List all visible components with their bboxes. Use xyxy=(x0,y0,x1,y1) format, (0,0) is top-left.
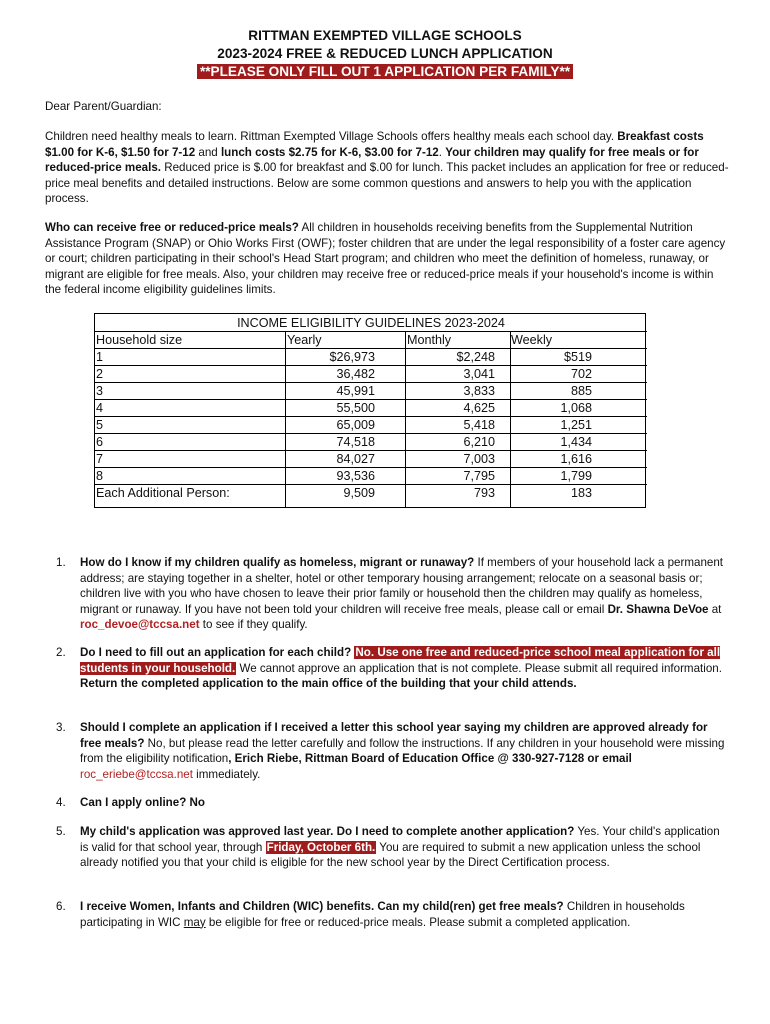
monthly-cell: 7,795 xyxy=(463,469,495,483)
yearly-cell: 93,536 xyxy=(336,469,375,483)
yearly-cell: 45,991 xyxy=(336,384,375,398)
faq-question: I receive Women, Infants and Children (WIC) benefits. Can my child(ren) get free meals? xyxy=(80,900,564,913)
monthly-cell: $2,248 xyxy=(456,350,495,364)
devoe-email-link[interactable]: roc_devoe@tccsa.net xyxy=(80,618,200,631)
faq-answer-end: You are required to submit a new application unless the school already notified you that your child is eligible for the new school year by the Direct Certification process. xyxy=(80,840,701,869)
yearly-cell: 74,518 xyxy=(336,435,375,449)
household-size-cell: Each Additional Person: xyxy=(96,486,230,500)
table-row xyxy=(95,451,647,468)
header-household-size: Household size xyxy=(96,333,183,347)
intro-text-3: . xyxy=(438,145,446,159)
table-row xyxy=(95,417,647,434)
table-row xyxy=(95,383,647,400)
weekly-cell: 1,251 xyxy=(560,418,592,432)
faq-answer-end: be eligible for free or reduced-price meals. Please submit a completed application. xyxy=(205,915,631,929)
yearly-cell: 9,509 xyxy=(343,486,375,500)
income-guidelines-table xyxy=(94,313,646,508)
household-size-cell: 2 xyxy=(96,367,104,381)
yearly-cell: 84,027 xyxy=(336,452,375,466)
table-row xyxy=(95,468,647,485)
table-row xyxy=(95,349,647,366)
weekly-cell: $519 xyxy=(563,350,592,364)
intro-text-4: Reduced price is $.00 for breakfast and $.00 for lunch. This packet includes an application for free or reduced-price meal benefits and detailed instructions. Below are some common questions and answers to help you with the application process. xyxy=(45,161,729,205)
faq-answer: No, but please read the letter carefully and follow the instructions. If any children in your household were missing from the eligibility notification xyxy=(80,736,725,765)
who-answer: All children in households receiving benefits from the Supplemental Nutrition Assistance Program (SNAP) or Ohio Works First (OWF); foster children that are under the legal responsibility of a foster care agency or court; children participating in their school's Head Start program; and children who meet the definition of homeless, runaway, or migrant are eligible for free meals. Also, your children may receive free or reduced-price meals if your household's income is within the federal income eligibility guidelines limits. xyxy=(45,221,726,296)
household-size-cell: 3 xyxy=(96,384,104,398)
weekly-cell: 1,434 xyxy=(560,435,592,449)
faq-answer: Children in households participating in WIC xyxy=(80,900,685,929)
household-size-cell: 4 xyxy=(96,401,104,415)
faq-item-3 xyxy=(80,720,730,782)
faq-answer-at: at xyxy=(708,602,722,616)
table-row xyxy=(95,485,647,501)
faq-item-6 xyxy=(80,899,730,930)
who-paragraph xyxy=(45,220,730,298)
faq-question: How do I know if my children qualify as homeless, migrant or runaway? xyxy=(80,556,475,569)
faq-question: My child's application was approved last year. Do I need to complete another application? xyxy=(80,825,575,838)
faq-answer: We cannot approve an application that is not complete. Please submit all required information. xyxy=(236,661,722,675)
weekly-cell: 702 xyxy=(570,367,592,381)
table-row xyxy=(95,400,647,417)
faq-item-1 xyxy=(80,555,730,633)
faq-question: Can I apply online? No xyxy=(80,796,205,809)
monthly-cell: 5,418 xyxy=(463,418,495,432)
faq-item-2 xyxy=(80,645,730,692)
intro-paragraph xyxy=(45,129,730,207)
faq-question: Do I need to fill out an application for each child? xyxy=(80,646,352,659)
household-size-cell: 6 xyxy=(96,435,104,449)
faq-item-4 xyxy=(80,795,730,811)
yearly-cell: 55,500 xyxy=(336,401,375,415)
faq-item-5 xyxy=(80,824,730,871)
monthly-cell: 3,041 xyxy=(463,367,495,381)
weekly-cell: 1,799 xyxy=(560,469,592,483)
intro-text-1: Children need healthy meals to learn. Rittman Exempted Village Schools offers healthy meals each school day. xyxy=(45,130,615,143)
household-size-cell: 8 xyxy=(96,469,104,483)
faq-answer-end: immediately. xyxy=(192,767,261,781)
family-notice-highlight: **PLEASE ONLY FILL OUT 1 APPLICATION PER FAMILY** xyxy=(197,64,573,79)
monthly-cell: 7,003 xyxy=(463,452,495,466)
faq-number: 2. xyxy=(56,646,66,659)
return-instructions: Return the completed application to the main office of the building that your child attends. xyxy=(80,677,577,690)
faq-answer: Yes. Your child's application is valid for that school year, through xyxy=(80,825,720,854)
greeting: Dear Parent/Guardian: xyxy=(45,100,162,113)
district-title: RITTMAN EXEMPTED VILLAGE SCHOOLS xyxy=(248,28,522,43)
header-yearly: Yearly xyxy=(287,333,322,347)
faq-answer: If members of your household lack a permanent address; are staying together in a shelter, hotel or other temporary housing arrangement; relocate on a seasonal basis or; children live with you who have chosen to leave their prior family or household then the children may qualify as homeless, migrant or runaway. If you have not been told your children will receive free meals, please call or email xyxy=(80,556,724,616)
family-notice xyxy=(0,63,770,80)
yearly-cell: 65,009 xyxy=(336,418,375,432)
deadline-highlight: Friday, October 6th. xyxy=(266,840,376,854)
weekly-cell: 1,616 xyxy=(560,452,592,466)
application-title: 2023-2024 FREE & REDUCED LUNCH APPLICATION xyxy=(217,46,553,61)
intro-text-2: and xyxy=(195,145,221,159)
weekly-cell: 183 xyxy=(570,486,592,500)
breakfast-cost: Breakfast costs $1.00 for K-6, $1.50 for 7-12 xyxy=(45,130,704,159)
weekly-cell: 1,068 xyxy=(560,401,592,415)
monthly-cell: 793 xyxy=(473,486,495,500)
lunch-cost: lunch costs $2.75 for K-6, $3.00 for 7-12 xyxy=(220,145,439,159)
table-header-row xyxy=(95,332,647,349)
faq-number: 4. xyxy=(56,796,66,809)
contact-name: Dr. Shawna DeVoe xyxy=(607,602,709,616)
header-monthly: Monthly xyxy=(407,333,452,347)
weekly-cell: 885 xyxy=(570,384,592,398)
yearly-cell: $26,973 xyxy=(329,350,375,364)
who-question: Who can receive free or reduced-price meals? xyxy=(45,221,299,234)
faq-question: Should I complete an application if I received a letter this school year saying my children are approved already for free meals? xyxy=(80,721,708,750)
table-row xyxy=(95,434,647,451)
faq-number: 5. xyxy=(56,825,66,838)
household-size-cell: 7 xyxy=(96,452,104,466)
faq-answer-end: to see if they qualify. xyxy=(199,618,308,631)
household-size-cell: 1 xyxy=(96,350,104,364)
riebe-contact: , Erich Riebe, Rittman Board of Education Office @ 330-927-7128 or email xyxy=(228,752,632,765)
qualify-statement: Your children may qualify for free meals or for reduced-price meals. xyxy=(45,145,699,174)
one-application-highlight: No. Use one free and reduced-price school meal application for all students in your household. xyxy=(80,646,721,675)
monthly-cell: 4,625 xyxy=(463,401,495,415)
yearly-cell: 36,482 xyxy=(336,367,375,381)
may-underlined: may xyxy=(183,915,206,929)
table-row xyxy=(95,366,647,383)
household-size-cell: 5 xyxy=(96,418,104,432)
faq-number: 3. xyxy=(56,721,66,734)
riebe-email-link[interactable]: roc_eriebe@tccsa.net xyxy=(80,767,193,781)
monthly-cell: 6,210 xyxy=(463,435,495,449)
monthly-cell: 3,833 xyxy=(463,384,495,398)
header-weekly: Weekly xyxy=(511,333,553,347)
faq-number: 1. xyxy=(56,556,66,569)
faq-number: 6. xyxy=(56,900,66,913)
table-title: INCOME ELIGIBILITY GUIDELINES 2023-2024 xyxy=(237,316,505,330)
